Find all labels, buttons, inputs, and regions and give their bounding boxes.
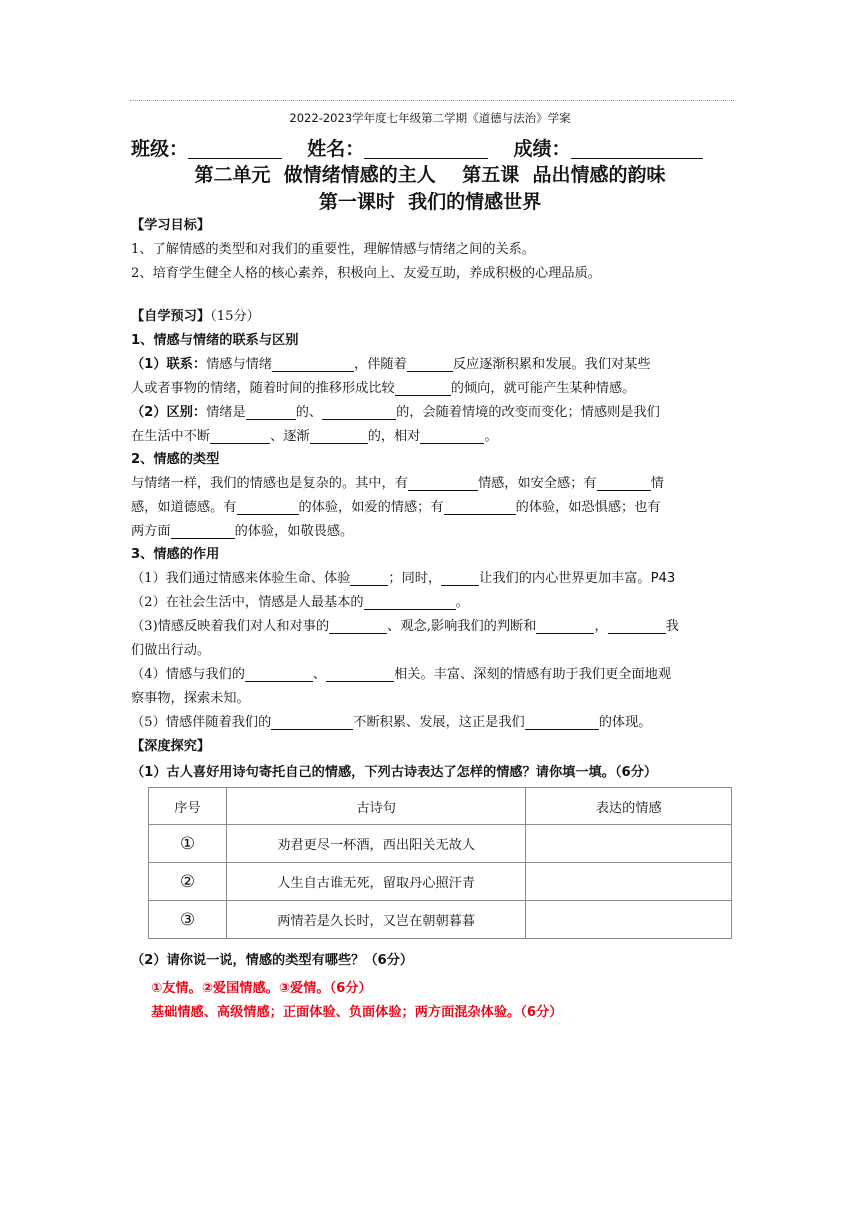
fill-blank[interactable] <box>210 428 270 444</box>
text: （1）我们通过情感来体验生命、体验 <box>131 571 351 586</box>
section3-line4: 们做出行动。 <box>131 643 211 658</box>
text: 、观念,影响我们的判断和 <box>387 619 537 634</box>
score-blank[interactable] <box>571 139 703 159</box>
text: 反应逐渐积累和发展。我们对某些 <box>452 357 651 372</box>
row-number: ① <box>149 825 227 863</box>
section3-title: 3、情感的作用 <box>131 547 220 562</box>
text: ，伴随着 <box>354 357 407 372</box>
question-2: （2）请你说一说，情感的类型有哪些？（6分） <box>131 953 414 968</box>
fill-blank[interactable] <box>420 428 484 444</box>
section2-title: 2、情感的类型 <box>131 452 220 467</box>
section1-line1 <box>131 353 651 372</box>
name-blank[interactable] <box>364 139 488 159</box>
col-header-emotion: 表达的情感 <box>526 788 732 825</box>
text: 相关。丰富、深刻的情感有助于我们更全面地观 <box>394 667 672 682</box>
question-1: （1）古人喜好用诗句寄托自己的情感，下列古诗表达了怎样的情感？请你填一填。（6分） <box>131 765 658 780</box>
text: 我 <box>665 619 679 634</box>
section2-line3 <box>131 520 353 539</box>
text: 、逐渐 <box>270 429 310 444</box>
text: ， <box>594 619 608 634</box>
section1-line2 <box>131 377 635 396</box>
fill-blank[interactable] <box>395 380 451 396</box>
fill-blank[interactable] <box>444 499 516 515</box>
text: （5）情感伴随着我们的 <box>131 715 272 730</box>
text: 让我们的内心世界更加丰富。 <box>479 571 651 586</box>
text: 与情绪一样，我们的情感也是复杂的。其中，有 <box>131 476 408 491</box>
col-header-number: 序号 <box>149 788 227 825</box>
page-header: 2022-2023学年度七年级第二学期《道德与法治》学案 <box>289 111 571 125</box>
fill-blank[interactable] <box>608 618 666 634</box>
fill-blank[interactable] <box>246 404 296 420</box>
fill-blank[interactable] <box>326 666 394 682</box>
section3-line6: 察事物，探索未知。 <box>131 691 250 706</box>
poem-line: 劝君更尽一杯酒，西出阳关无故人 <box>226 825 525 863</box>
score-label: 成绩： <box>513 138 571 160</box>
text: 两方面 <box>131 524 171 539</box>
emotion-cell[interactable] <box>526 863 732 901</box>
text: ；同时， <box>388 571 442 586</box>
text: 情 <box>650 476 664 491</box>
text: 情感，如安全感；有 <box>477 476 597 491</box>
diff-label: （2）区别： <box>131 405 207 420</box>
text: 的体验，如敬畏感。 <box>234 524 354 539</box>
goals-heading: 【学习目标】 <box>131 218 211 233</box>
goal-item-1: 1、了解情感的类型和对我们的重要性，理解情感与情绪之间的关系。 <box>131 242 536 257</box>
link-label: （1）联系： <box>131 357 207 372</box>
fill-blank[interactable] <box>536 618 594 634</box>
row-number: ③ <box>149 901 227 939</box>
text: 人或者事物的情绪，随着时间的推移形成比较 <box>131 381 395 396</box>
text: （4）情感与我们的 <box>131 667 245 682</box>
info-line <box>131 134 703 161</box>
fill-blank[interactable] <box>245 666 313 682</box>
text: 、 <box>312 667 327 682</box>
section2-line2 <box>131 496 661 515</box>
section1-line4 <box>131 425 498 444</box>
fill-blank[interactable] <box>271 714 353 730</box>
text: 情绪是 <box>206 405 246 420</box>
text: （2）在社会生活中，情感是人最基本的 <box>131 595 364 610</box>
answer-2: 基础情感、高级情感；正面体验、负面体验；两方面混杂体验。（6分） <box>151 1005 563 1020</box>
emotion-cell[interactable] <box>526 901 732 939</box>
fill-blank[interactable] <box>364 594 456 610</box>
text: 不断积累、发展，这正是我们 <box>353 715 525 730</box>
text: 感，如道德感。有 <box>131 500 237 515</box>
text: 情感与情绪 <box>206 357 273 372</box>
table-row <box>149 863 732 901</box>
text: 。 <box>484 429 498 444</box>
text: 。 <box>455 595 469 610</box>
fill-blank[interactable] <box>329 618 387 634</box>
table-header-row <box>149 788 732 825</box>
preview-heading: 【自学预习】 <box>131 309 211 324</box>
class-blank[interactable] <box>188 139 282 159</box>
text: （3)情感反映着我们对人和对事的 <box>131 619 330 634</box>
section3-line7 <box>131 711 651 730</box>
section3-line1 <box>131 567 675 586</box>
section1-line3 <box>131 401 660 420</box>
fill-blank[interactable] <box>525 714 599 730</box>
text: 的倾向，就可能产生某种情感。 <box>450 381 636 396</box>
poem-line: 人生自古谁无死，留取丹心照汗青 <box>226 863 525 901</box>
fill-blank[interactable] <box>322 404 396 420</box>
text: 在生活中不断 <box>131 429 211 444</box>
goal-item-2: 2、培育学生健全人格的核心素养，积极向上、友爱互助，养成积极的心理品质。 <box>131 266 601 281</box>
fill-blank[interactable] <box>597 475 651 491</box>
fill-blank[interactable] <box>272 356 354 372</box>
unit-title: 第二单元 做情绪情感的主人 第五课 品出情感的韵味 <box>194 164 666 186</box>
fill-blank[interactable] <box>171 523 235 539</box>
fill-blank[interactable] <box>408 475 478 491</box>
section3-line5 <box>131 663 671 682</box>
name-label: 姓名： <box>307 138 365 160</box>
poem-line: 两情若是久长时，又岂在朝朝暮暮 <box>226 901 525 939</box>
text: 的，相对 <box>367 429 421 444</box>
col-header-poem: 古诗句 <box>226 788 525 825</box>
preview-heading-line <box>131 305 260 324</box>
fill-blank[interactable] <box>310 428 368 444</box>
fill-blank[interactable] <box>407 356 453 372</box>
fill-blank[interactable] <box>237 499 299 515</box>
table-row <box>149 825 732 863</box>
emotion-cell[interactable] <box>526 825 732 863</box>
section3-line2 <box>131 591 469 610</box>
page-ref: P43 <box>650 571 676 586</box>
answer-1: ①友情。②爱国情感。③爱情。（6分） <box>151 981 372 996</box>
explore-heading: 【深度探究】 <box>131 739 211 754</box>
table-row <box>149 901 732 939</box>
text: 的体验，如恐惧感；也有 <box>515 500 661 515</box>
text: 的体现。 <box>598 715 652 730</box>
poem-table <box>148 787 732 939</box>
row-number: ② <box>149 863 227 901</box>
lesson-title: 第一课时 我们的情感世界 <box>318 191 542 213</box>
fill-blank[interactable] <box>441 570 479 586</box>
fill-blank[interactable] <box>350 570 388 586</box>
section3-line3 <box>131 615 679 634</box>
section2-line1 <box>131 472 664 491</box>
header-rule <box>130 100 734 101</box>
text: 的、 <box>295 405 323 420</box>
section1-title: 1、情感与情绪的联系与区别 <box>131 333 299 348</box>
text: 的体验，如爱的情感；有 <box>298 500 444 515</box>
preview-score: （15分） <box>210 309 260 324</box>
class-label: 班级： <box>131 138 189 160</box>
text: 的，会随着情境的改变而变化；情感则是我们 <box>396 405 660 420</box>
